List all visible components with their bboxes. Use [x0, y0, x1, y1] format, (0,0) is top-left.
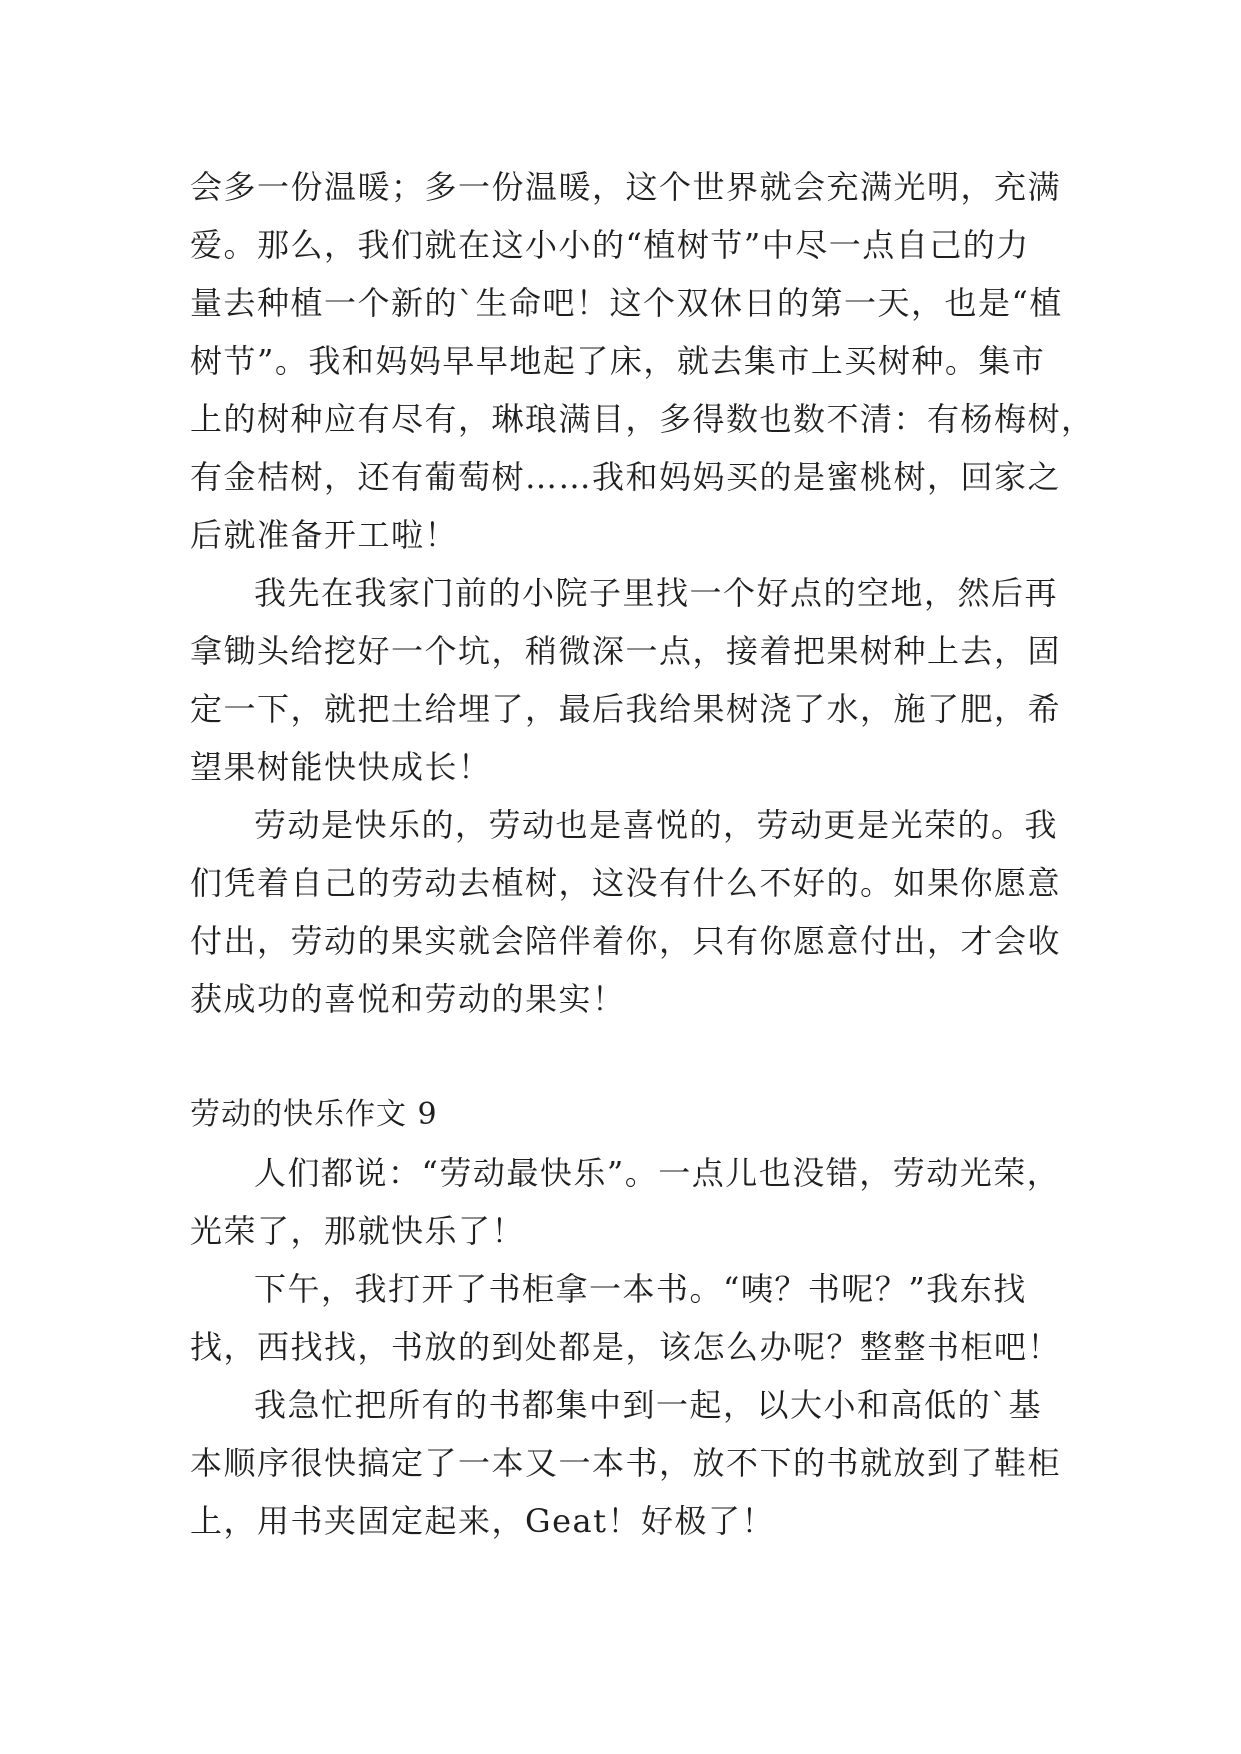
text-line: 劳动是快乐的，劳动也是喜悦的，劳动更是光荣的。我	[254, 806, 1059, 844]
text-line: 有金桔树，还有葡萄树……我和妈妈买的是蜜桃树，回家之	[190, 458, 1062, 496]
text-line: 定一下，就把土给埋了，最后我给果树浇了水，施了肥，希	[190, 690, 1062, 728]
text-line: 获成功的喜悦和劳动的果实！	[190, 980, 626, 1018]
paragraph-5	[190, 1260, 1062, 1376]
section-gap	[190, 1028, 1050, 1086]
text-line: 付出，劳动的果实就会陪伴着你，只有你愿意付出，才会收	[190, 922, 1062, 960]
text-line: 我先在我家门前的小院子里找一个好点的空地，然后再	[254, 574, 1059, 612]
text-line: 人们都说：“劳动最快乐”。一点儿也没错，劳动光荣，	[254, 1154, 1061, 1192]
text-line: 树节”。我和妈妈早早地起了床，就去集市上买树种。集市	[190, 342, 1046, 380]
text-line: 望果树能快快成长！	[190, 748, 492, 786]
text-line: 上的树种应有尽有，琳琅满目，多得数也数不清：有杨梅树，	[190, 400, 1095, 438]
paragraph-3	[190, 796, 1062, 1028]
paragraph-2	[190, 564, 1062, 796]
text-line: 本顺序很快搞定了一本又一本书，放不下的书就放到了鞋柜	[190, 1444, 1062, 1482]
text-line: 会多一份温暖；多一份温暖，这个世界就会充满光明，充满	[190, 168, 1062, 206]
paragraph-1	[190, 158, 1095, 564]
document-body	[190, 158, 1095, 1550]
text-line: 上，用书夹固定起来，Geat！好极了！	[190, 1502, 775, 1540]
text-line: 后就准备开工啦！	[190, 516, 459, 554]
text-line: 我急忙把所有的书都集中到一起，以大小和高低的`基	[254, 1386, 1043, 1424]
text-line: 光荣了，那就快乐了！	[190, 1212, 526, 1250]
paragraph-6	[190, 1376, 1062, 1550]
text-line: 量去种植一个新的`生命吧！这个双休日的第一天，也是“植	[190, 284, 1063, 322]
section-title: 劳动的快乐作文 9	[190, 1097, 438, 1132]
text-line: 拿锄头给挖好一个坑，稍微深一点，接着把果树种上去，固	[190, 632, 1062, 670]
text-line: 爱。那么，我们就在这小小的“植树节”中尽一点自己的力	[190, 226, 1030, 264]
text-line: 下午，我打开了书柜拿一本书。“咦？书呢？”我东找	[254, 1270, 1027, 1308]
paragraph-4	[190, 1144, 1061, 1260]
text-line: 找，西找找，书放的到处都是，该怎么办呢？整整书柜吧！	[190, 1328, 1062, 1366]
text-line: 们凭着自己的劳动去植树，这没有什么不好的。如果你愿意	[190, 864, 1062, 902]
